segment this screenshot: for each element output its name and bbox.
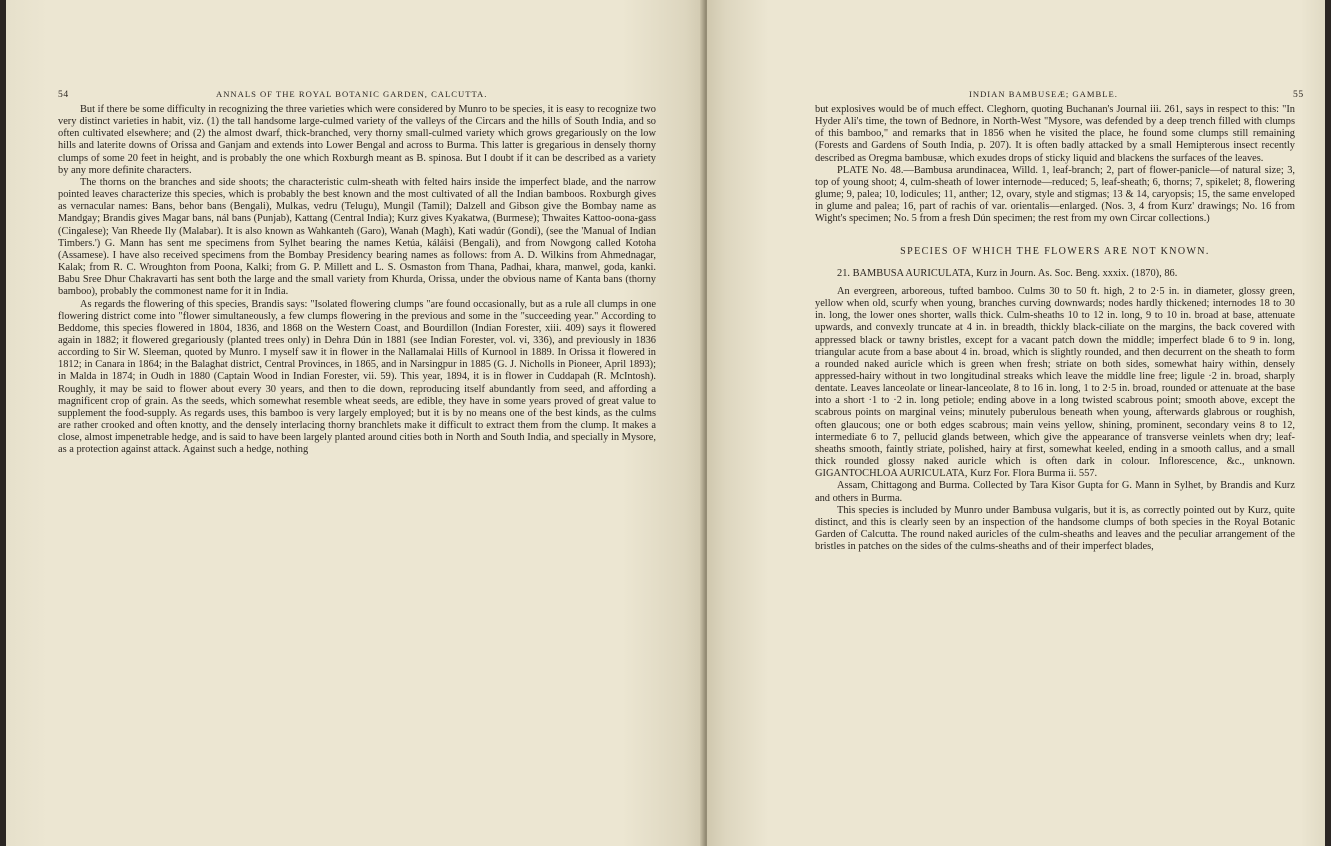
species-distribution: Assam, Chittagong and Burma. Collected by Tara Kisor Gupta for G. Mann in Sylhet, by Brandis and Kurz and others in Burma. xyxy=(815,480,1295,504)
right-paragraph-1: but explosives would be of much effect. Cleghorn, quoting Buchanan's Journal iii. 261, says in respect to this: "In Hyder Ali's time, the town of Bednore, in North-West "Mysore, was defended by a deep trench filled with clumps of this bamboo," and remarks that in 1856 when he visited the place, he found some clumps still remaining (Forests and Gardens of South India, p. 207). It is often badly attacked by a small Hemipterous insect recently described as Oregma bambusæ, which exudes drops of sticky liquid and blackens the surfaces of the leaves. xyxy=(815,104,1295,164)
species-heading: 21. BAMBUSA AURICULATA, Kurz in Journ. As. Soc. Beng. xxxix. (1870), 86. xyxy=(837,267,1178,279)
right-page-number: 55 xyxy=(1293,89,1304,100)
left-paragraph-3: As regards the flowering of this species, Brandis says: "Isolated flowering clumps "are found occasionally, but as a rule all clumps in one flowering district come into "flower simultaneously, a few clumps flowering in the previous and some in the "succeeding year." According to Beddome, this species flowered in 1804, 1836, and 1868 on the Western Coast, and Bourdillon (Indian Forester, xiii. 409) says it flowered again in 1882; it flowered gregariously (planted trees only) in Dehra Dún in 1881 (see Indian Forester, vol. vi, 336), and previously in 1836 according to Sir W. Sleeman, quoted by Munro. I myself saw it in flower in the Nallamalai Hills of Kurnool in 1889. In Orissa it flowered in 1812; in Canara in 1864; in the Balaghat district, Central Provinces, in 1865, and in Narsingpur in 1885 (G. J. Nicholls in Pioneer, April 1893); in Malda in 1874; in Oudh in 1880 (Captain Wood in Indian Forester, vii. 59). This year, 1894, it is in flower in Cuddapah (R. McIntosh). Roughly, it may be said to flower about every 30 years, and then to die down, reproducing itself abundantly from seed, and affording a magnificent crop of grain. As the seeds, which somewhat resemble wheat seeds, are edible, they have in some years proved of great value to supplement the food-supply. As regards uses, this bamboo is very largely employed; but it is by no means one of the best kinds, as the culms are rather crooked and often knotty, and the densely interlacing thorny branchlets make it difficult to extract them from the clump. It makes a close, almost impenetrable hedge, and is said to have been largely planted around cities both in North and South India, and specially in Mysore, as a protection against attack. Against such a hedge, nothing xyxy=(58,298,656,456)
left-paragraph-2: The thorns on the branches and side shoots; the characteristic culm-sheath with felted hairs inside the imperfect blade, and the narrow pointed leaves characterize this species, which is probably the best known and the most cultivated of all the Indian bamboos. Roxburgh gives as vernacular names: Bans, behor bans (Bengali), Mulkas, vedru (Telugu), Mungil (Tamil); Dalzell and Gibson give the Bombay name as Mandgay; Brandis gives Magar bans, nál bans (Punjab), Kattang (Central India); Kurz gives Kyakatwa, (Burmese); Thwaites Kattoo-oona-gass (Cingalese); Van Rheede Ily (Malabar). It is also known as Wahkanteh (Garo), Wanah (Magh), Kati wadúr (Gondi), (see the 'Manual of Indian Timbers.') G. Mann has sent me specimens from Sylhet bearing the names Ketúa, káláisi (Bengali), and from Nowgong called Kotoha (Assamese). I have also received specimens from the Bombay Presidency bearing names as follows: from A. D. Wilkins from Ahmednagar, Kalak; from R. C. Wroughton from Poona, Kalki; from G. P. Millett and L. S. Osmaston from Thana, Padhai, khara, manwel, goda, kanki. Babu Sree Dhur Chakravarti has sent both the large and the small variety from Khurda, Orissa, under the obvious name of Kanta bans (thorny bamboo), probably the commonest name for it in India. xyxy=(58,176,656,298)
plate-caption: PLATE No. 48.—Bambusa arundinacea, Willd. 1, leaf-branch; 2, part of flower-panicle—of natural size; 3, top of young shoot; 4, culm-sheath of lower internode—reduced; 5, leaf-sheath; 6, thorns; 7, spikelet; 8, flowering glume; 9, palea; 10, lodicules; 11, anther; 12, ovary, style and stigmas; 13 & 14, caryopsis; 15, the same enveloped in glume and palea; 16, part of rachis of var. orientalis—enlarged. (Nos. 3, 4 from Kurz' drawings; No. 16 from Wight's specimen; No. 5 from a fresh Dún specimen; the rest from my own Circar collections.) xyxy=(815,164,1295,225)
right-page xyxy=(707,0,1325,846)
left-page xyxy=(6,0,706,846)
left-page-number: 54 xyxy=(58,89,69,100)
species-notes: This species is included by Munro under Bambusa vulgaris, but it is, as correctly pointed out by Kurz, quite distinct, and this is clearly seen by an inspection of the handsome clumps of both species in the Royal Botanic Garden of Calcutta. The round naked auricles of the culm-sheaths and leaves and the peculiar arrangement of the bristles in patches on the sides of the culms-sheaths and of their imperfect blades, xyxy=(815,504,1295,553)
left-paragraph-1: But if there be some difficulty in recognizing the three varieties which were considered by Munro to be species, it is easy to recognize two very distinct varieties in habit, viz. (1) the tall handsome large-culmed variety of the valleys of the Circars and the hills of South India, and so often cultivated elsewhere; and (2) the almost dwarf, thick-branched, very thorny small-culmed variety which grows gregariously on the low hills and laterite downs of Orissa and Ganjam and extends into Lower Bengal and across to Burma. This latter is gregarious in densely thorny clumps of some 20 feet in height, and is probably the one which Roxburgh meant as B. spinosa. But I doubt if it can be described as a variety by any more definite characters. xyxy=(58,104,656,176)
left-body xyxy=(58,104,656,457)
species-description: An evergreen, arboreous, tufted bamboo. Culms 30 to 50 ft. high, 2 to 2·5 in. in diameter, glossy green, yellow when old, scurfy when young, branches curving downwards; nodes hardly thickened; internodes 18 to 30 in. long, the lower ones shorter, walls thick. Culm-sheaths 10 to 12 in. long, 9 to 10 in. broad at base, attenuate upwards, and convexly truncate at 4 in. in breadth, thickly black-ciliate on the margins, the back covered with appressed black or tawny bristles, except for a vacant patch down the middle; imperfect blade 6 to 9 in. long, triangular acute from a base about 4 in. broad, which is slightly rounded, and then decurrent on the sheath to form a rounded naked auricle which is green when fresh; striate on both sides, somewhat hairy within, densely appressed-hairy without in two longitudinal streaks which leave the middle line free; ligule ·2 in. broad, sharply dentate. Leaves lanceolate or linear-lanceolate, 8 to 16 in. long, 1 to 2·5 in. broad, rounded or attenuate at the base into a short ·1 to ·2 in. long petiole; ending above in a long twisted scabrous point; smooth above, except the scabrous points on marginal veins; minutely puberulous beneath when young, afterwards glabrous or roughish, often glaucous; one or both edges scabrous; main veins yellow, shining, prominent, secondary veins 8 to 12, intermediate 6 to 7, pellucid glands between, which give the appearance of transverse veinlets when dry; leaf-sheaths smooth, faintly striate, polished, hairy at first, somewhat keeled, ending in a smooth callus, and a small thick rounded glossy naked auricle which is often dark in colour. Inflorescence, &c., unknown. GIGANTOCHLOA AURICULATA, Kurz For. Flora Burma ii. 557. xyxy=(815,285,1295,480)
left-running-head: ANNALS OF THE ROYAL BOTANIC GARDEN, CALCUTTA. xyxy=(216,89,488,99)
right-body xyxy=(815,104,1295,553)
section-heading: SPECIES OF WHICH THE FLOWERS ARE NOT KNOWN. xyxy=(900,245,1210,257)
right-running-head: INDIAN BAMBUSEÆ; GAMBLE. xyxy=(969,89,1118,99)
